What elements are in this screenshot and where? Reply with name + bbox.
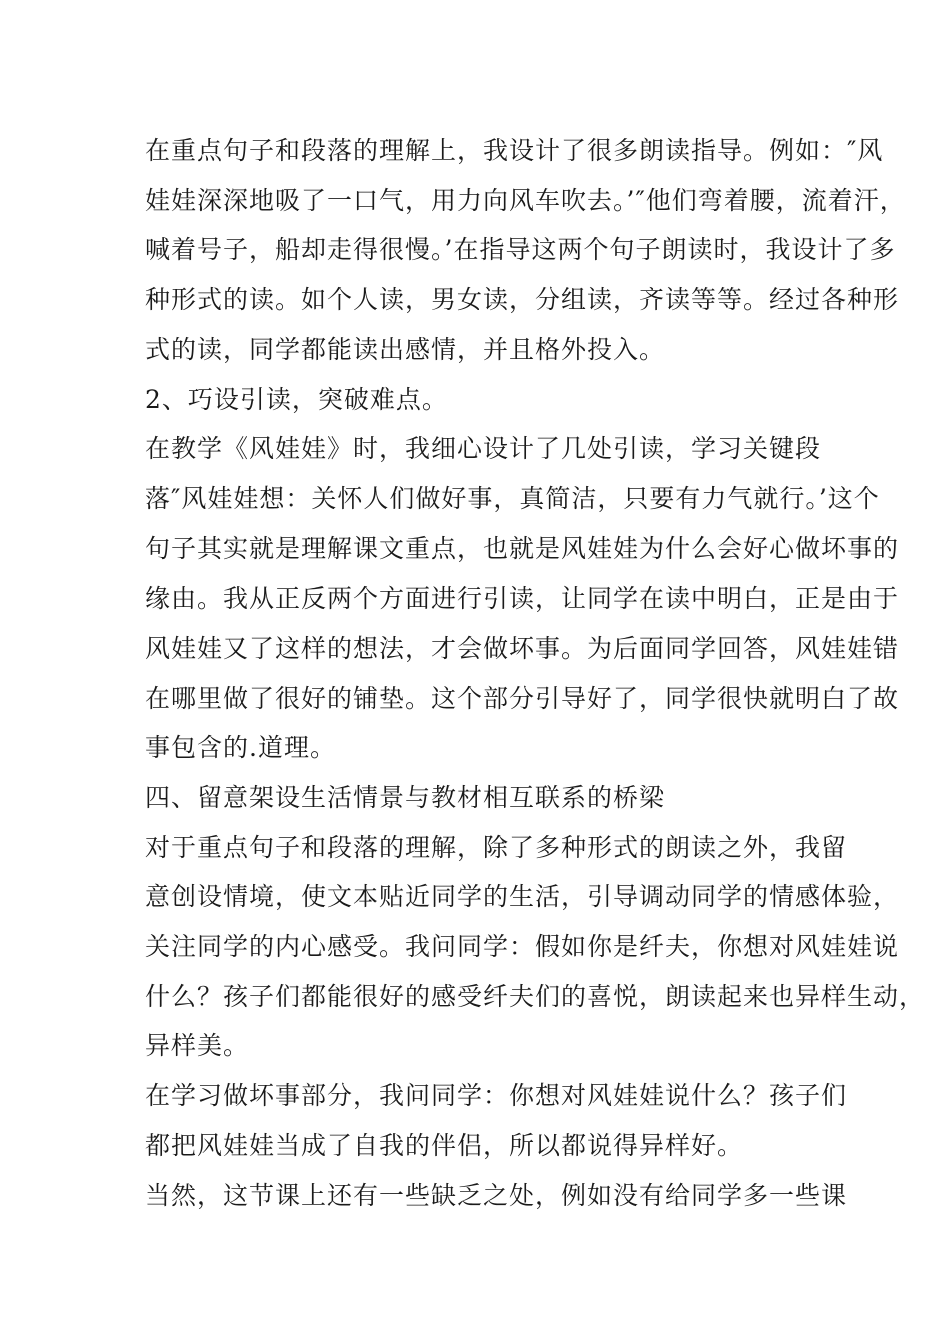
text-line: 式的读，同学都能读出感情，并且格外投入。 — [145, 335, 666, 364]
text-line: 关注同学的内心感受。我问同学：假如你是纤夫，你想对风娃娃说 — [145, 932, 900, 961]
text-line: 喊着号子，船却走得很慢。’在指导这两个句子朗读时，我设计了多 — [145, 235, 896, 264]
text-line: 对于重点句子和段落的理解，除了多种形式的朗读之外，我留 — [145, 833, 848, 862]
text-line: 句子其实就是理解课文重点，也就是风娃娃为什么会好心做坏事的 — [145, 534, 900, 563]
text-line: 在重点句子和段落的理解上，我设计了很多朗读指导。例如：″风 — [145, 136, 884, 165]
text-line: 风娃娃又了这样的想法，才会做坏事。为后面同学回答，风娃娃错 — [145, 634, 900, 663]
text-line: 缘由。我从正反两个方面进行引读，让同学在读中明白，正是由于 — [145, 584, 900, 613]
text-line: 种形式的读。如个人读，男女读，分组读，齐读等等。经过各种形 — [145, 285, 900, 314]
text-line: 在教学《风娃娃》时，我细心设计了几处引读，学习关键段 — [145, 434, 822, 463]
text-line: 2、巧设引读，突破难点。 — [145, 385, 448, 414]
text-line: 娃娃深深地吸了一口气，用力向风车吹去。’″他们弯着腰，流着汗， — [145, 186, 906, 215]
text-line: 事包含的.道理。 — [145, 733, 336, 762]
text-line: 在学习做坏事部分，我问同学：你想对风娃娃说什么？孩子们 — [145, 1081, 848, 1110]
text-line: 意创设情境，使文本贴近同学的生活，引导调动同学的情感体验， — [145, 882, 900, 911]
text-line: 落″风娃娃想：关怀人们做好事，真简洁，只要有力气就行。’这个 — [145, 484, 880, 513]
text-line: 在哪里做了很好的铺垫。这个部分引导好了，同学很快就明白了故 — [145, 684, 900, 713]
text-line: 四、留意架设生活情景与教材相互联系的桥梁 — [145, 783, 666, 812]
text-line: 什么？孩子们都能很好的感受纤夫们的喜悦，朗读起来也异样生动， — [145, 982, 926, 1011]
text-line: 当然，这节课上还有一些缺乏之处，例如没有给同学多一些课 — [145, 1181, 848, 1210]
text-line: 异样美。 — [145, 1031, 250, 1060]
text-line: 都把风娃娃当成了自我的伴侣，所以都说得异样好。 — [145, 1131, 744, 1160]
